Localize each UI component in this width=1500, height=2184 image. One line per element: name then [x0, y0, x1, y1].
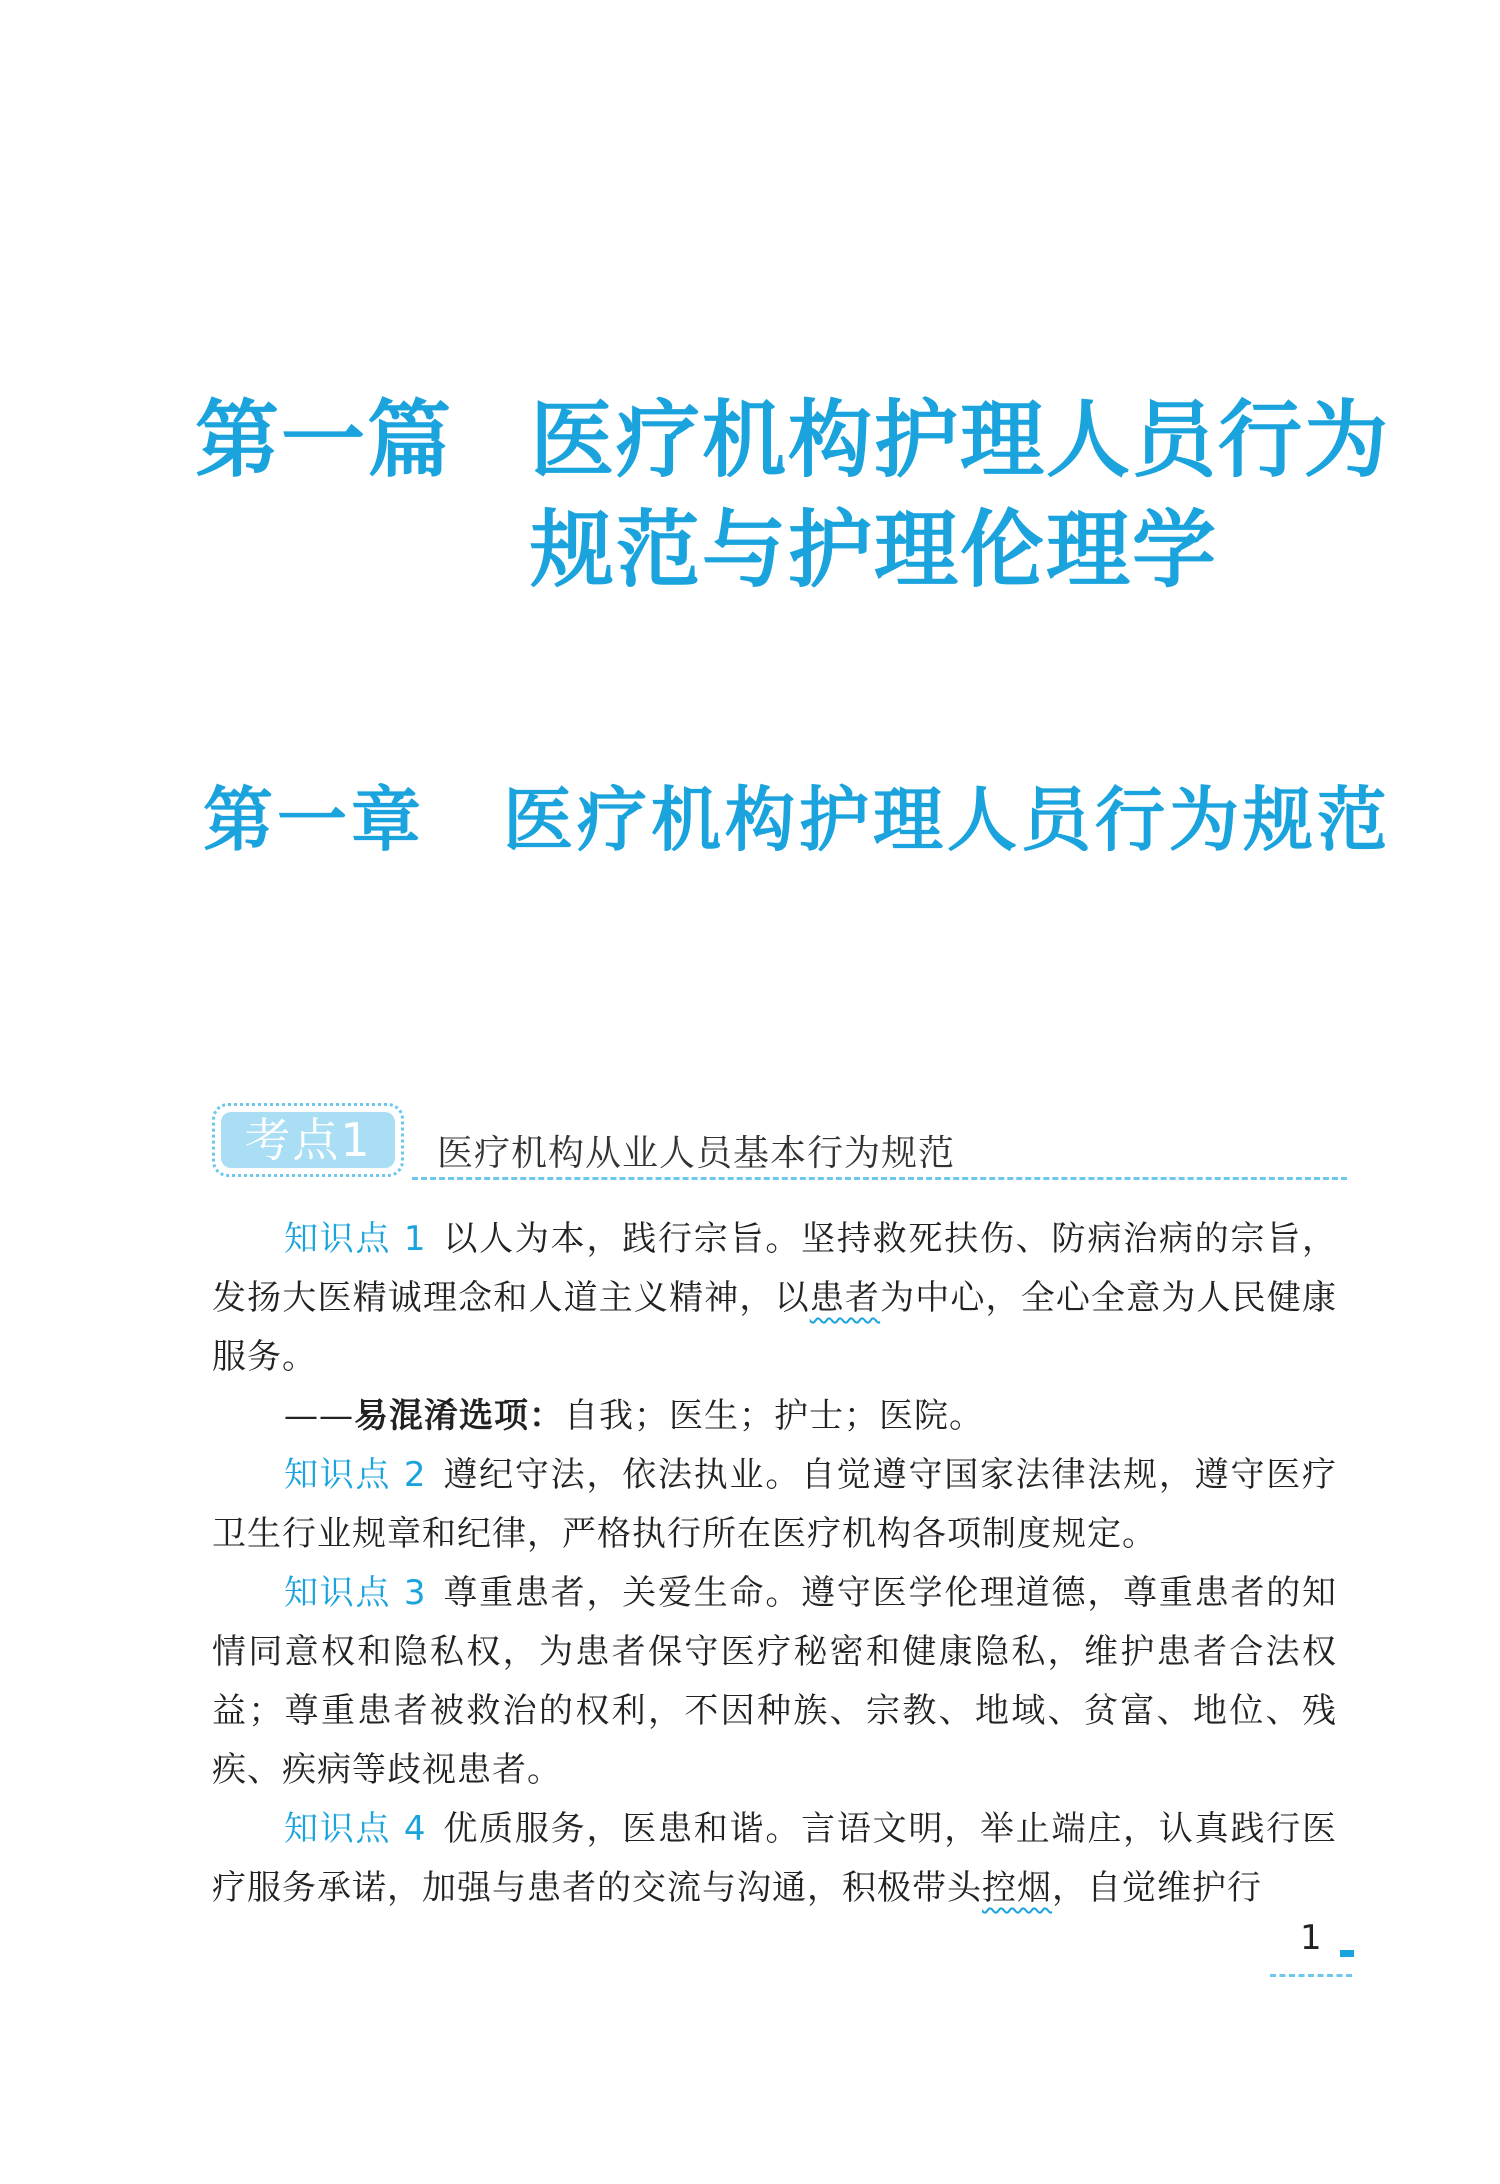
- exam-point-badge: [212, 1103, 404, 1177]
- paragraph-text: 为中心，全心全意为人民健康服务。: [212, 1278, 1338, 1377]
- knowledge-point-label: 知识点 3: [284, 1573, 427, 1613]
- dash: ——: [284, 1396, 354, 1436]
- knowledge-point-paragraph: [212, 1800, 1337, 1918]
- exam-point-title: 医疗机构从业人员基本行为规范: [437, 1133, 956, 1174]
- part-title: [195, 385, 1390, 605]
- part-title-line1: [195, 385, 1390, 495]
- body-text: [212, 1210, 1337, 1918]
- page-number-divider: [1270, 1974, 1352, 1977]
- knowledge-point-paragraph: [212, 1564, 1337, 1800]
- page-number-marker: [1340, 1950, 1354, 1957]
- knowledge-point-label: 知识点 2: [284, 1455, 427, 1495]
- paragraph-text: 遵纪守法，依法执业。自觉遵守国家法律法规，遵守医疗卫生行业规章和纪律，严格执行所在医疗机构各项制度规定。: [212, 1455, 1337, 1554]
- chapter-title: [203, 775, 1391, 865]
- paragraph-text: 尊重患者，关爱生命。遵守医学伦理道德，尊重患者的知情同意权和隐私权，为患者保守医疗秘密和健康隐私，维护患者合法权益；尊重患者被救治的权利，不因种族、宗教、地域、贫富、地位、残疾、疾病等歧视患者。: [212, 1573, 1337, 1790]
- exam-point-divider: [412, 1177, 1347, 1180]
- knowledge-point-paragraph: [212, 1446, 1337, 1564]
- knowledge-point-label: 知识点 1: [284, 1219, 427, 1259]
- paragraph-text: 以人为本，践行宗旨。坚持救死扶伤、防病治病的宗旨，发扬大医精诚理念和人道主义精神，以: [212, 1219, 1337, 1318]
- part-title-text-2: 规范与护理伦理学: [530, 500, 1219, 599]
- exam-point-heading: [212, 1095, 1347, 1185]
- confusing-options-note: [212, 1387, 1337, 1446]
- knowledge-point-paragraph: [212, 1210, 1337, 1387]
- confusing-options-label: 易混淆选项：: [354, 1396, 564, 1436]
- part-label: 第一篇: [195, 390, 454, 489]
- knowledge-point-label: 知识点 4: [284, 1809, 427, 1849]
- emphasized-term: 控烟: [982, 1868, 1052, 1908]
- page-number: 1: [1300, 1918, 1322, 1958]
- paragraph-text: 优质服务，医患和谐。言语文明，举止端庄，认真践行医疗服务承诺，加强与患者的交流与沟通，积极带头: [212, 1809, 1337, 1908]
- chapter-label: 第一章: [203, 779, 425, 861]
- emphasized-term: 患者: [809, 1278, 881, 1318]
- exam-point-badge-label: 考点1: [221, 1112, 395, 1168]
- part-title-text-1: 医疗机构护理人员行为: [530, 390, 1391, 489]
- chapter-title-text: 医疗机构护理人员行为规范: [503, 779, 1391, 861]
- confusing-options-text: 自我；医生；护士；医院。: [564, 1396, 984, 1436]
- paragraph-text: ，自觉维护行: [1052, 1868, 1262, 1908]
